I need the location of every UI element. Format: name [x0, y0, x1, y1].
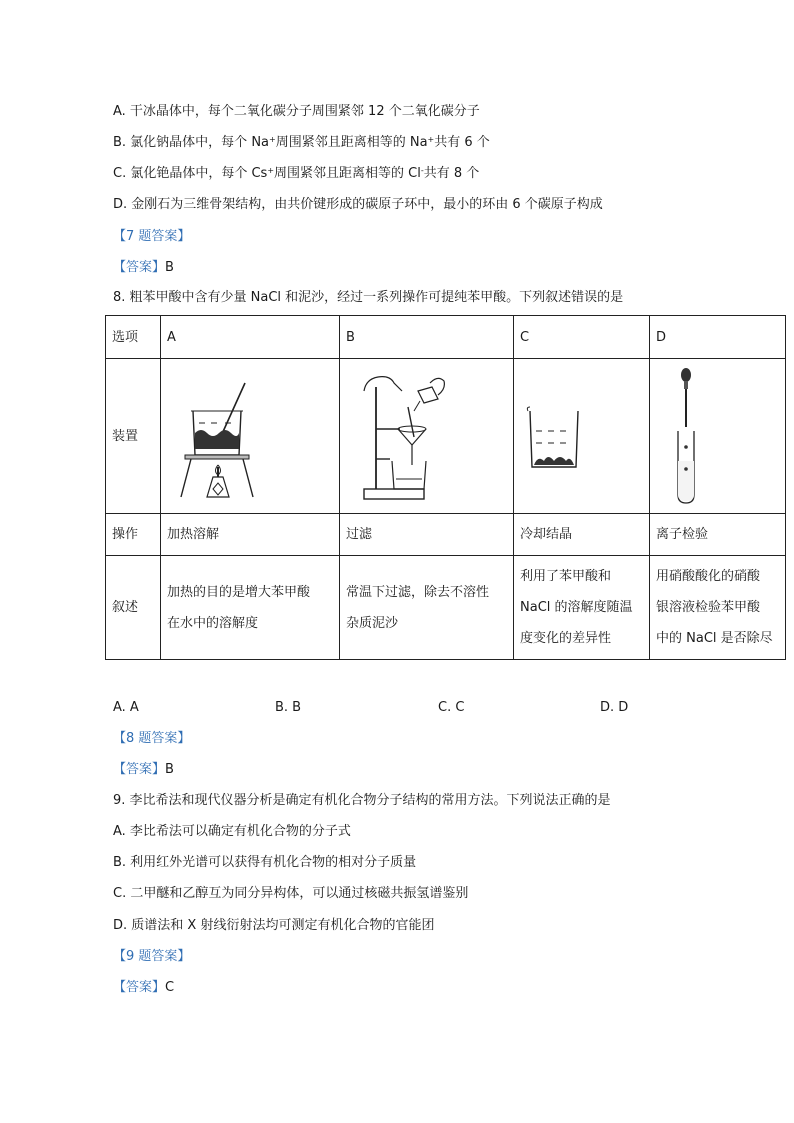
superscript: + — [267, 166, 275, 175]
q9-option-c: C. 二甲醚和乙醇互为同分异构体，可以通过核磁共振氢谱鉴别 — [113, 886, 469, 901]
col-header-d: D — [650, 316, 786, 359]
q8-choice-d: D. D — [600, 700, 629, 715]
description-c — [514, 556, 650, 660]
q9-stem: 9. 李比希法和现代仪器分析是确定有机化合物分子结构的常用方法。下列说法正确的是 — [113, 793, 611, 808]
q6-option-c-text: 共有 8 个 — [423, 166, 480, 181]
answer-label: 【答案】 — [113, 762, 166, 777]
answer-value: B — [165, 260, 174, 275]
operation-c: 冷却结晶 — [514, 514, 650, 556]
description-line: 杂质泥沙 — [346, 615, 399, 631]
description-line: 中的 NaCl 是否除尽 — [656, 631, 773, 646]
answer-value: C — [165, 980, 175, 995]
q8-choice-c: C. C — [438, 700, 465, 715]
row-label-apparatus: 装置 — [106, 359, 161, 514]
q9-option-d: D. 质谱法和 X 射线衍射法均可测定有机化合物的官能团 — [113, 918, 435, 933]
col-header-b: B — [340, 316, 514, 359]
q6-option-c-text: 周围紧邻且距离相等的 Cl — [274, 166, 421, 181]
q8-answer — [113, 760, 174, 780]
description-line: NaCl 的溶解度随温 — [520, 600, 633, 615]
apparatus-d-cell — [650, 359, 786, 514]
description-line: 度变化的差异性 — [520, 631, 612, 646]
q8-answer-header: 【8 题答案】 — [113, 731, 191, 746]
description-d — [650, 556, 786, 660]
q9-answer-header: 【9 题答案】 — [113, 949, 191, 964]
q8-stem: 8. 粗苯甲酸中含有少量 NaCl 和泥沙，经过一系列操作可提纯苯甲酸。下列叙述错误的是 — [113, 290, 624, 305]
q9-option-b: B. 利用红外光谱可以获得有机化合物的相对分子质量 — [113, 855, 417, 870]
q9-option-a: A. 李比希法可以确定有机化合物的分子式 — [113, 824, 351, 839]
q6-option-c — [113, 164, 479, 184]
col-header-a: A — [161, 316, 340, 359]
description-line: 利用了苯甲酸和 — [520, 569, 612, 584]
operation-a: 加热溶解 — [161, 514, 340, 556]
answer-value: B — [165, 762, 174, 777]
q6-option-b-text: 共有 6 个 — [434, 135, 490, 150]
q8-table — [105, 315, 786, 660]
crystallization-beaker-image — [520, 361, 644, 511]
operation-b: 过滤 — [340, 514, 514, 556]
q8-choice-a: A. A — [113, 700, 139, 715]
q7-answer-header: 【7 题答案】 — [113, 229, 191, 244]
apparatus-a-cell — [161, 359, 340, 514]
row-label-option: 选项 — [106, 316, 161, 359]
heating-apparatus-image — [167, 361, 332, 511]
table-row — [106, 514, 786, 556]
filtration-apparatus-image — [346, 361, 506, 511]
description-line: 在水中的溶解度 — [167, 615, 259, 631]
superscript: - — [420, 166, 424, 175]
description-b — [340, 556, 514, 660]
description-a — [161, 556, 340, 660]
q9-answer — [113, 978, 174, 998]
description-line: 常温下过滤，除去不溶性 — [346, 584, 490, 600]
superscript: + — [269, 135, 276, 144]
superscript: + — [427, 135, 435, 144]
description-line: 加热的目的是增大苯甲酸 — [167, 584, 311, 600]
operation-d: 离子检验 — [650, 514, 786, 556]
answer-label: 【答案】 — [113, 980, 166, 995]
apparatus-b-cell — [340, 359, 514, 514]
description-line: 用硝酸酸化的硝酸 — [656, 569, 761, 584]
table-row — [106, 556, 786, 660]
q6-option-b-text: 周围紧邻且距离相等的 Na — [275, 135, 428, 150]
table-row — [106, 359, 786, 514]
table-row — [106, 316, 786, 359]
q8-choice-b: B. B — [275, 700, 302, 715]
answer-label: 【答案】 — [113, 260, 166, 275]
apparatus-c-cell — [514, 359, 650, 514]
row-label-operation: 操作 — [106, 514, 161, 556]
q6-option-d: D. 金刚石为三维骨架结构，由共价键形成的碳原子环中，最小的环由 6 个碳原子构成 — [113, 197, 603, 212]
description-line: 银溶液检验苯甲酸 — [656, 600, 761, 615]
col-header-c: C — [514, 316, 650, 359]
q6-option-c-text: C. 氯化铯晶体中，每个 Cs — [113, 166, 268, 181]
q6-option-b-text: B. 氯化钠晶体中，每个 Na — [113, 135, 270, 150]
q6-option-b — [113, 133, 490, 153]
test-tube-dropper-image — [656, 361, 780, 511]
q7-answer — [113, 258, 174, 278]
q6-option-a: A. 干冰晶体中，每个二氧化碳分子周围紧邻 12 个二氧化碳分子 — [113, 104, 480, 119]
row-label-description: 叙述 — [106, 556, 161, 660]
